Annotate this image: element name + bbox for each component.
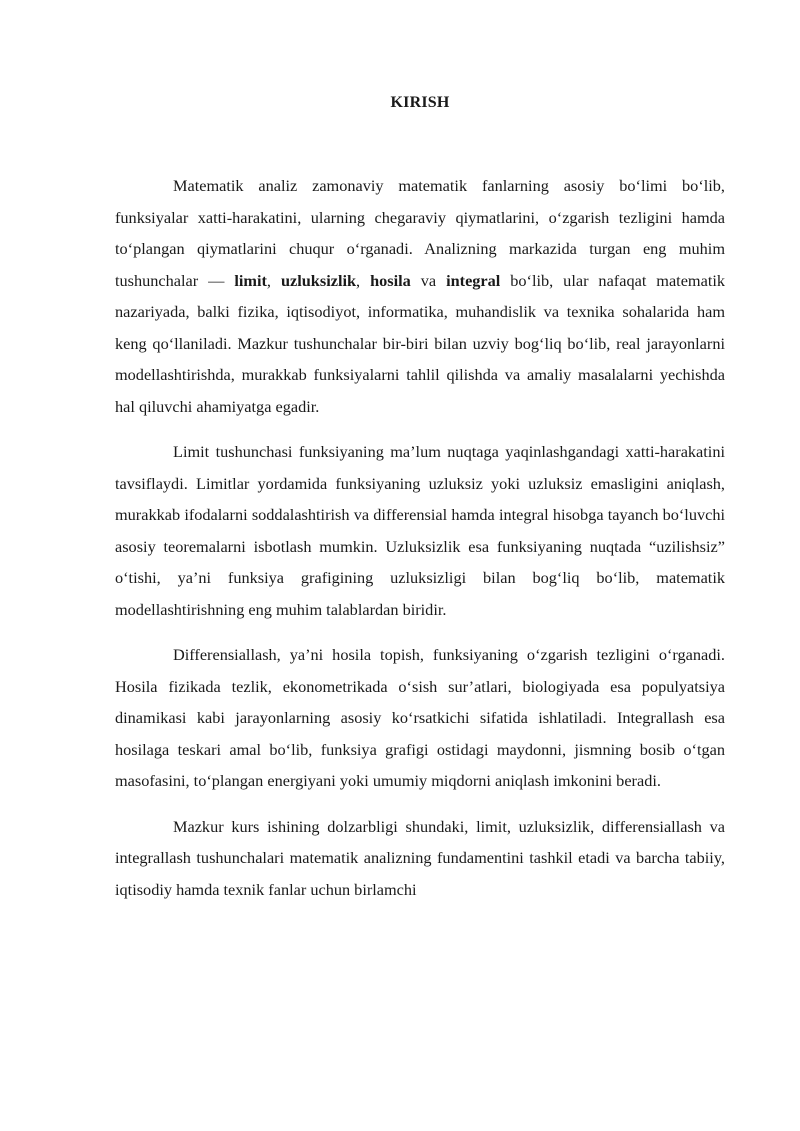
paragraph-intro [115, 170, 725, 422]
term-continuity: uzluksizlik [280, 270, 357, 290]
paragraph-text: Matematik analiz zamonaviy matematik fanlarning asosiy bo‘limi bo‘lib, funksiyalar xatti-harakatini, ularning chegaraviy qiymatlarini, o‘zgarish tezligini hamda to‘plangan qiymatlarini chuqur o‘rganadi. Analizning markazida turgan eng muhim tushunchalar — [115, 176, 725, 290]
term-derivative: hosila [370, 270, 411, 290]
paragraph-limit: Limit tushunchasi funksiyaning ma’lum nuqtaga yaqinlashgandagi xatti-harakatini tavsiflaydi. Limitlar yordamida funksiyaning uzluksiz yoki uzluksiz emasligini aniqlash, murakkab ifodalarni soddalashtirish va differensial hamda integral hisobga tayanch bo‘luvchi asosiy teoremalarni isbotlash mumkin. Uzluksizlik esa funksiyaning nuqtada “uzilishsiz” o‘tishi, ya’ni funksiya grafigining uzluksizligi bilan bog‘liq bo‘lib, matematik modellashtirishning eng muhim talablardan biridir. [115, 442, 725, 619]
paragraph-differentiation: Differensiallash, ya’ni hosila topish, funksiyaning o‘zgarish tezligini o‘rganadi. Hosila fizikada tezlik, ekonometrikada o‘sish sur’atlari, biologiyada esa populyatsiya dinamikasi kabi jarayonlarning asosiy ko‘rsatkichi sifatida ishlatiladi. Integrallash esa hosilaga teskari amal bo‘lib, funksiya grafigi ostidagi maydonni, jismning bosib o‘tgan masofasini, to‘plangan energiyani yoki umumiy miqdorni aniqlash imkonini beradi. [115, 645, 725, 790]
term-integral: integral [446, 270, 501, 290]
paragraph-relevance: Mazkur kurs ishining dolzarbligi shundaki, limit, uzluksizlik, differensiallash va integrallash tushunchalari matematik analizning fundamentini tashkil etadi va barcha tabiiy, iqtisodiy hamda texnik fanlar uchun birlamchi [115, 816, 725, 899]
paragraph-text: , [266, 270, 281, 290]
paragraph-text: bo‘lib, ular nafaqat matematik nazariyada, balki fizika, iqtisodiyot, informatika, muhandislik va texnika sohalarida ham keng qo‘llaniladi. Mazkur tushunchalar bir-biri bilan uzviy bog‘liq bo‘lib, real jarayonlarni modellashtirishda, murakkab funksiyalarni tahlil qilishda va amaliy masalalarni yechishda hal qiluvchi ahamiyatga egadir. [115, 270, 726, 416]
term-limit: limit [234, 270, 267, 290]
document-page [115, 88, 725, 905]
page-title: KIRISH [390, 94, 450, 111]
paragraph-text: va [410, 270, 447, 290]
paragraph-text: , [356, 270, 371, 290]
